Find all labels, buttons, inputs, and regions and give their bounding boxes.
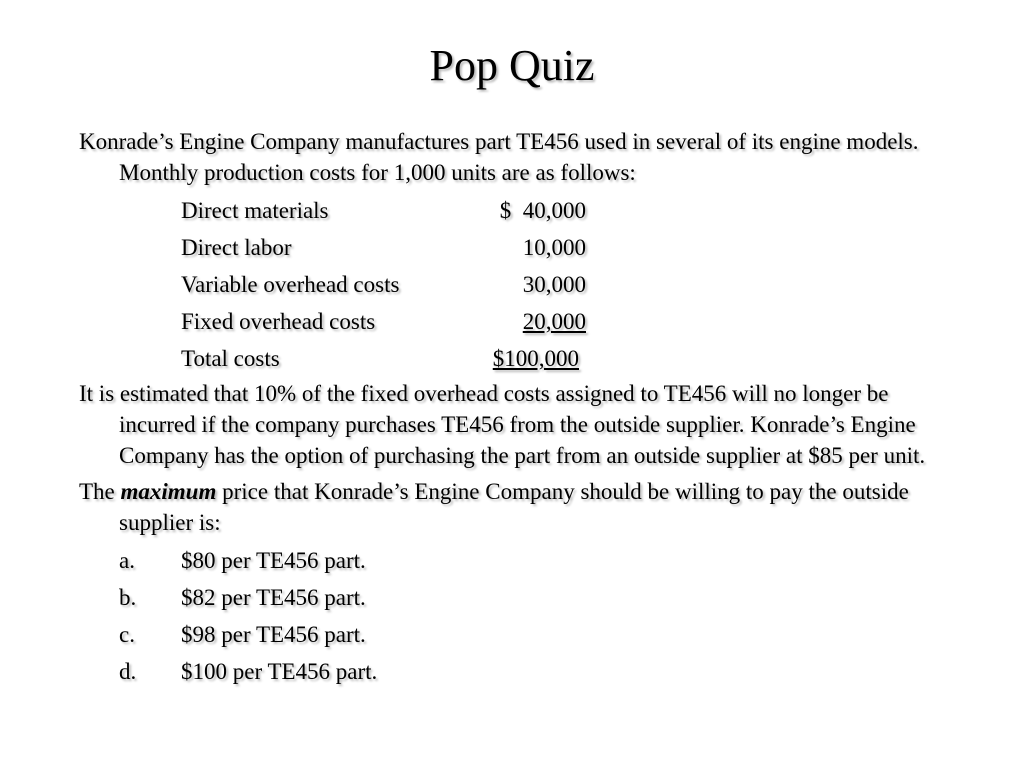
choice-letter: b. [119, 585, 137, 610]
choice-text: $80 per TE456 part. [181, 548, 366, 573]
cost-label: Total costs [181, 346, 280, 371]
cost-value: 10,000 [522, 235, 586, 260]
question-paragraph [79, 476, 959, 538]
choice-text: $82 per TE456 part. [181, 585, 366, 610]
cost-value: 30,000 [522, 272, 586, 297]
cost-label: Direct labor [181, 235, 292, 260]
cost-label: Fixed overhead costs [181, 309, 376, 334]
choice-letter: d. [119, 659, 137, 684]
answer-choice [79, 654, 959, 691]
cost-value: 20,000 [522, 309, 586, 334]
cost-label: Variable overhead costs [181, 272, 400, 297]
cost-row [79, 230, 959, 267]
answer-choice [79, 580, 959, 617]
context-paragraph: It is estimated that 10% of the fixed overhead costs assigned to TE456 will no longer be incurred if the company purchases TE456 from the outside supplier. Konrade’s Engine Company has the option of purchasing the part from an outside supplier at $85 per unit. [79, 381, 926, 468]
cost-value-total: $100,000 [492, 346, 579, 371]
question-post: price that Konrade’s Engine Company should be willing to pay the outside supplier is: [119, 479, 909, 535]
question-emphasis: maximum [120, 479, 217, 504]
intro-paragraph: Konrade’s Engine Company manufactures part TE456 used in several of its engine models. Monthly production costs for 1,000 units are as follows: [79, 129, 919, 185]
cost-row [79, 267, 959, 304]
question-pre: The [79, 479, 121, 504]
cost-table [79, 193, 959, 378]
answer-choice [79, 617, 959, 654]
cost-value: $ 40,000 [499, 198, 586, 223]
cost-row [79, 304, 959, 341]
cost-row [79, 193, 959, 230]
answer-choices [79, 543, 959, 691]
slide-body [79, 126, 959, 691]
choice-letter: a. [119, 548, 135, 573]
cost-row-total [79, 341, 959, 378]
cost-label: Direct materials [181, 198, 329, 223]
choice-text: $100 per TE456 part. [181, 659, 378, 684]
answer-choice [79, 543, 959, 580]
choice-letter: c. [119, 622, 135, 647]
slide-title: Pop Quiz [429, 41, 595, 90]
choice-text: $98 per TE456 part. [181, 622, 366, 647]
